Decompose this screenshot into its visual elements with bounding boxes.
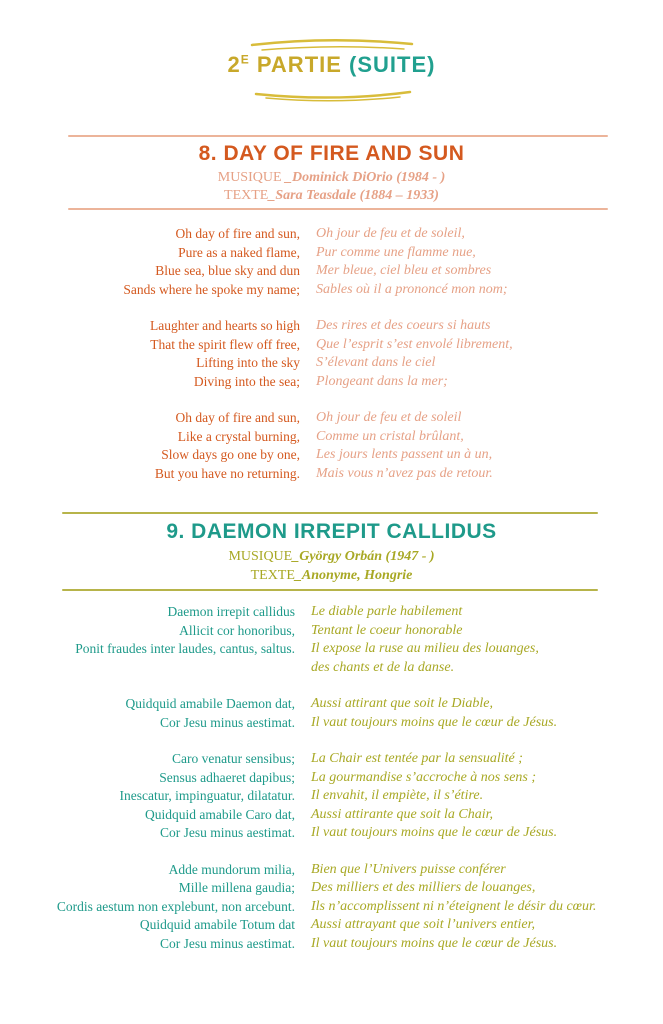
- part-title-number: 2: [227, 52, 241, 77]
- music-credit: [0, 169, 663, 187]
- french-translation: Plongeant dans la mer;: [316, 373, 448, 389]
- verse-line: [0, 769, 663, 788]
- original-text: Laughter and hearts so high: [150, 318, 300, 333]
- verse-line: [0, 336, 663, 355]
- french-translation: Comme un cristal brûlant,: [316, 428, 464, 444]
- original-text: Cor Jesu minus aestimat.: [160, 825, 295, 840]
- verse-line: [0, 916, 663, 935]
- part-title: [0, 52, 663, 78]
- stanza: [0, 695, 663, 732]
- section-title: 9. DAEMON IRREPIT CALLIDUS: [166, 520, 497, 543]
- verse-line: [0, 714, 663, 733]
- author-name: _Sara Teasdale (1884 – 1933): [268, 188, 439, 203]
- section-bottom-rule: [62, 589, 598, 591]
- original-text: Adde mundorum milia,: [168, 861, 295, 877]
- author-name: _Anonyme, Hongrie: [294, 568, 413, 583]
- section-top-rule: [62, 512, 598, 514]
- original-text: Inescatur, impinguatur, dilatatur.: [119, 788, 295, 803]
- french-translation: Il envahit, il empiète, il s’étire.: [311, 788, 484, 803]
- original-text: Diving into the sea;: [193, 373, 300, 389]
- verse-line: [0, 750, 663, 769]
- verse-line: [0, 898, 663, 917]
- original-text: Sands where he spoke my name;: [123, 281, 300, 297]
- original-text: Daemon irrepit callidus: [167, 604, 295, 619]
- verses: [0, 225, 663, 483]
- section-bottom-rule: [68, 208, 608, 210]
- verse-line: [0, 446, 663, 465]
- section-daemon-irrepit-callidus: [0, 508, 663, 978]
- french-translation: Aussi attirante que soit la Chair,: [311, 806, 494, 822]
- original-text: Oh day of fire and sun,: [175, 226, 300, 241]
- original-text: Quidquid amabile Daemon dat,: [125, 696, 295, 711]
- part-title-superscript: E: [240, 52, 250, 67]
- original-text: That the spirit flew off free,: [150, 336, 300, 352]
- verse-line: [0, 373, 663, 392]
- verse-line: [0, 225, 663, 244]
- original-text: Oh day of fire and sun,: [175, 410, 300, 425]
- part-header: [0, 28, 663, 108]
- stanza: [0, 409, 663, 483]
- section-day-of-fire-and-sun: [0, 130, 663, 490]
- verse-line: [0, 465, 663, 484]
- french-translation: Oh jour de feu et de soleil,: [316, 226, 465, 241]
- original-text: Cordis aestum non explebunt, non arcebunt.: [56, 898, 295, 914]
- french-translation: Bien que l’Univers puisse conférer: [311, 861, 506, 877]
- stanza: [0, 750, 663, 843]
- verse-line: [0, 806, 663, 825]
- text-credit: [0, 567, 663, 585]
- part-title-suite: (SUITE): [349, 52, 436, 77]
- verse-line: [0, 317, 663, 336]
- verse-line: [0, 824, 663, 843]
- french-translation: Les jours lents passent un à un,: [316, 447, 493, 462]
- section-title: 8. DAY OF FIRE AND SUN: [198, 142, 465, 165]
- verse-line: [0, 879, 663, 898]
- french-translation: Tentant le coeur honorable: [311, 622, 463, 638]
- french-translation: Il expose la ruse au milieu des louanges,: [311, 641, 539, 656]
- original-text: But you have no returning.: [154, 465, 300, 481]
- original-text: Sensus adhaeret dapibus;: [159, 769, 295, 785]
- text-label: TEXTE: [224, 188, 269, 203]
- original-text: Cor Jesu minus aestimat.: [160, 714, 295, 730]
- original-text: Ponit fraudes inter laudes, cantus, saltus.: [75, 641, 295, 656]
- original-text: Slow days go one by one,: [161, 447, 300, 462]
- stanza-gap: [0, 843, 663, 861]
- verse-line: [0, 787, 663, 806]
- french-translation: Sables où il a prononcé mon nom;: [316, 281, 508, 297]
- french-translation: Mais vous n’avez pas de retour.: [316, 465, 493, 481]
- composer-name: _György Orbán (1947 - ): [292, 549, 435, 564]
- original-text: Pure as a naked flame,: [178, 244, 300, 260]
- original-text: Allicit cor honoribus,: [179, 622, 295, 638]
- verse-line: [0, 409, 663, 428]
- stanza-gap: [0, 677, 663, 695]
- music-label: MUSIQUE: [228, 549, 293, 564]
- verse-line: [0, 428, 663, 447]
- verse-line: [0, 603, 663, 622]
- original-text: Blue sea, blue sky and dun: [155, 263, 300, 278]
- french-translation: Aussi attirant que soit le Diable,: [311, 696, 493, 711]
- french-translation: Aussi attrayant que soit l’univers entier,: [311, 917, 535, 932]
- french-translation: des chants et de la danse.: [311, 659, 455, 675]
- original-text: Quidquid amabile Totum dat: [139, 917, 295, 932]
- french-translation: Des rires et des coeurs si hauts: [316, 318, 491, 333]
- original-text: Quidquid amabile Caro dat,: [145, 806, 295, 822]
- stanza: [0, 225, 663, 299]
- stanza-gap: [0, 299, 663, 317]
- verse-line: [0, 935, 663, 954]
- french-translation: Des milliers et des milliers de louanges,: [311, 880, 536, 895]
- original-text: Mille millena gaudia;: [178, 880, 295, 895]
- french-translation: Il vaut toujours moins que le cœur de Jésus.: [311, 714, 558, 730]
- stanza: [0, 317, 663, 391]
- part-title-word: PARTIE: [249, 52, 350, 77]
- verse-line: [0, 640, 663, 659]
- stanza: [0, 603, 663, 677]
- french-translation: Le diable parle habilement: [311, 604, 463, 619]
- french-translation: S’élevant dans le ciel: [316, 355, 436, 370]
- french-translation: Oh jour de feu et de soleil: [316, 410, 462, 425]
- french-translation: Que l’esprit s’est envolé librement,: [316, 336, 513, 352]
- section-top-rule: [68, 135, 608, 137]
- stanza-gap: [0, 391, 663, 409]
- french-translation: Pur comme une flamme nue,: [316, 244, 476, 260]
- music-credit: [0, 548, 663, 566]
- original-text: Lifting into the sky: [196, 355, 300, 370]
- text-credit: [0, 187, 663, 205]
- verse-line: [0, 354, 663, 373]
- french-translation: La Chair est tentée par la sensualité ;: [311, 751, 523, 766]
- verse-line: [0, 659, 663, 678]
- original-text: Cor Jesu minus aestimat.: [160, 935, 295, 951]
- verse-line: [0, 622, 663, 641]
- original-text: Caro venatur sensibus;: [172, 751, 295, 766]
- text-label: TEXTE: [250, 568, 295, 583]
- music-label: MUSIQUE: [217, 170, 286, 185]
- verse-line: [0, 695, 663, 714]
- verse-line: [0, 244, 663, 263]
- french-translation: La gourmandise s’accroche à nos sens ;: [311, 769, 537, 785]
- verses: [0, 603, 663, 953]
- verse-line: [0, 861, 663, 880]
- stanza-gap: [0, 732, 663, 750]
- verse-line: [0, 281, 663, 300]
- original-text: Like a crystal burning,: [177, 428, 300, 444]
- french-translation: Ils n’accomplissent ni n’éteignent le désir du cœur.: [311, 898, 597, 914]
- stanza: [0, 861, 663, 954]
- verse-line: [0, 262, 663, 281]
- french-translation: Il vaut toujours moins que le cœur de Jésus.: [311, 825, 558, 840]
- composer-name: _Dominick DiOrio (1984 - ): [285, 170, 446, 185]
- french-translation: Mer bleue, ciel bleu et sombres: [316, 263, 492, 278]
- french-translation: Il vaut toujours moins que le cœur de Jésus.: [311, 935, 558, 951]
